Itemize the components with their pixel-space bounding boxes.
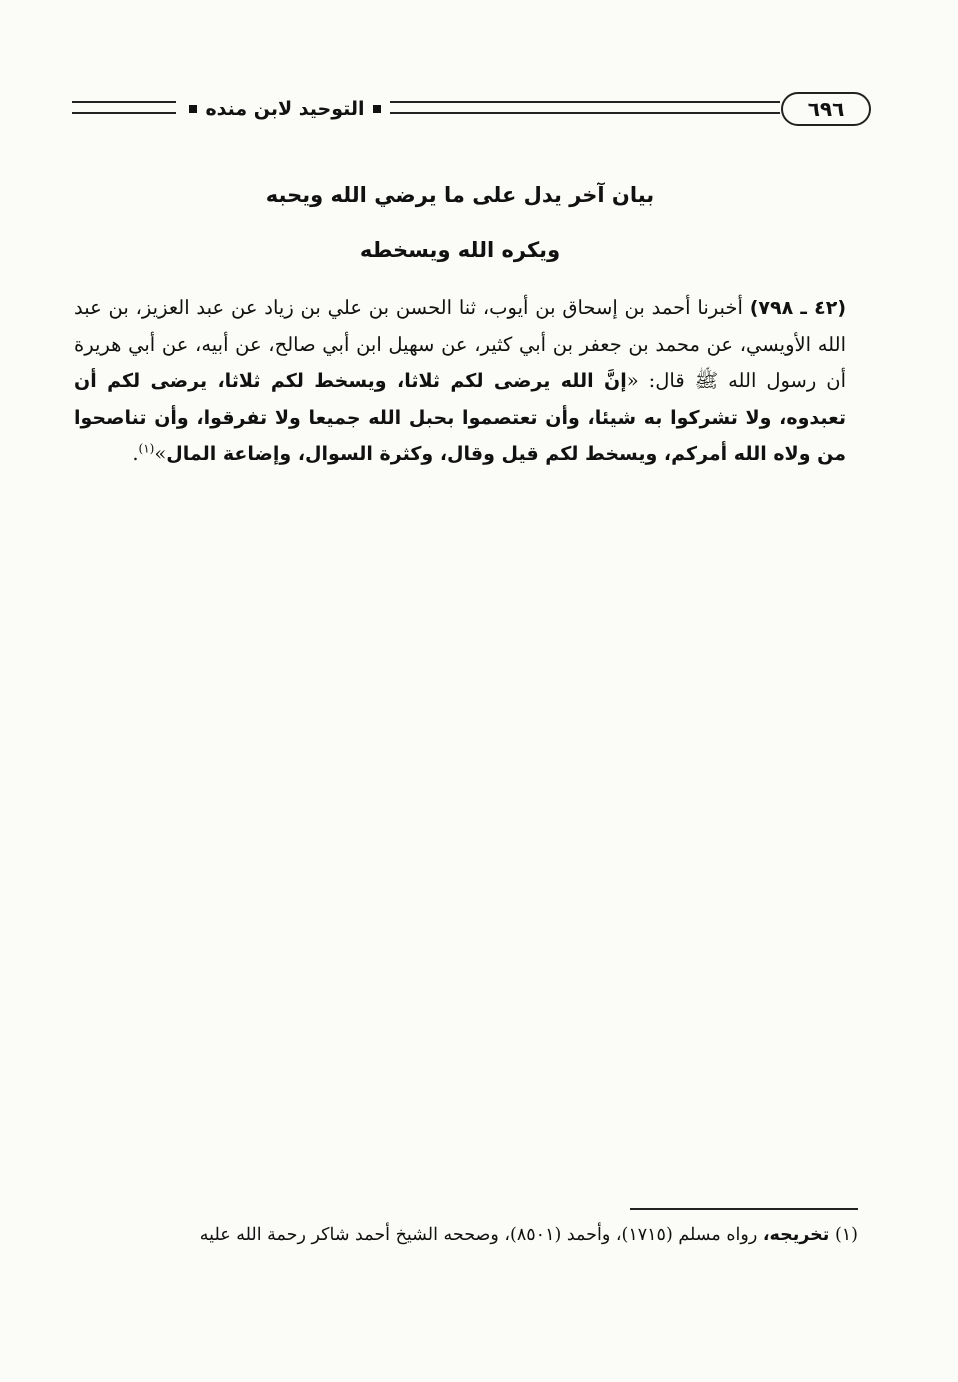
- footnote-reference[interactable]: (١): [138, 441, 155, 456]
- hadith-close-quote: »: [154, 442, 167, 465]
- footnote-label: تخريجه،: [762, 1225, 830, 1245]
- hadith-number: (٤٢ ـ ٧٩٨): [749, 297, 846, 319]
- header-rule-middle-top: [390, 101, 780, 103]
- hadith-isnad: أخبرنا أحمد بن إسحاق بن أيوب، ثنا الحسن بن علي بن زياد عن عبد العزيز، بن عبد الله الأويسي، عن محمد بن جعفر بن أبي كثير، عن سهيل ابن أبي صالح، عن أبيه، عن أبي هريرة أن رسول الله ﷺ قال: «: [74, 296, 846, 392]
- header-rule-left-top: [72, 101, 176, 103]
- page-number: [781, 92, 871, 126]
- header-rule-middle-bottom: [390, 112, 780, 114]
- square-bullet-icon: [373, 105, 381, 113]
- footnote-marker: (١): [834, 1225, 858, 1245]
- header-rule-left-bottom: [72, 112, 176, 114]
- page-header: [68, 88, 850, 132]
- running-title: [180, 94, 390, 124]
- section-heading-line-1: بيان آخر يدل على ما يرضي الله ويحبه: [265, 183, 655, 207]
- square-bullet-icon: [189, 105, 197, 113]
- section-heading-line-2: ويكره الله ويسخطه: [359, 238, 561, 262]
- page-number-text: ٦٩٦: [807, 97, 845, 121]
- footnote-text: رواه مسلم (١٧١٥)، وأحمد (٨٥٠١)، وصححه الشيخ أحمد شاكر رحمة الله عليه: [199, 1225, 763, 1245]
- hadith-text: [74, 290, 846, 473]
- running-title-text: التوحيد لابن منده: [205, 98, 365, 120]
- footnote: [74, 1220, 858, 1251]
- hadith-end: .: [132, 442, 139, 465]
- hadith-matn: إنَّ الله يرضى لكم ثلاثا، ويسخط لكم ثلاثا، يرضى لكم أن تعبدوه، ولا تشركوا به شيئا، وأن تعتصموا بحبل الله جميعا ولا تفرقوا، وأن تناصحوا من ولاه الله أمركم، ويسخط لكم قيل وقال، وكثرة السوال، وإضاعة المال: [74, 370, 846, 465]
- footnote-separator: [630, 1208, 858, 1210]
